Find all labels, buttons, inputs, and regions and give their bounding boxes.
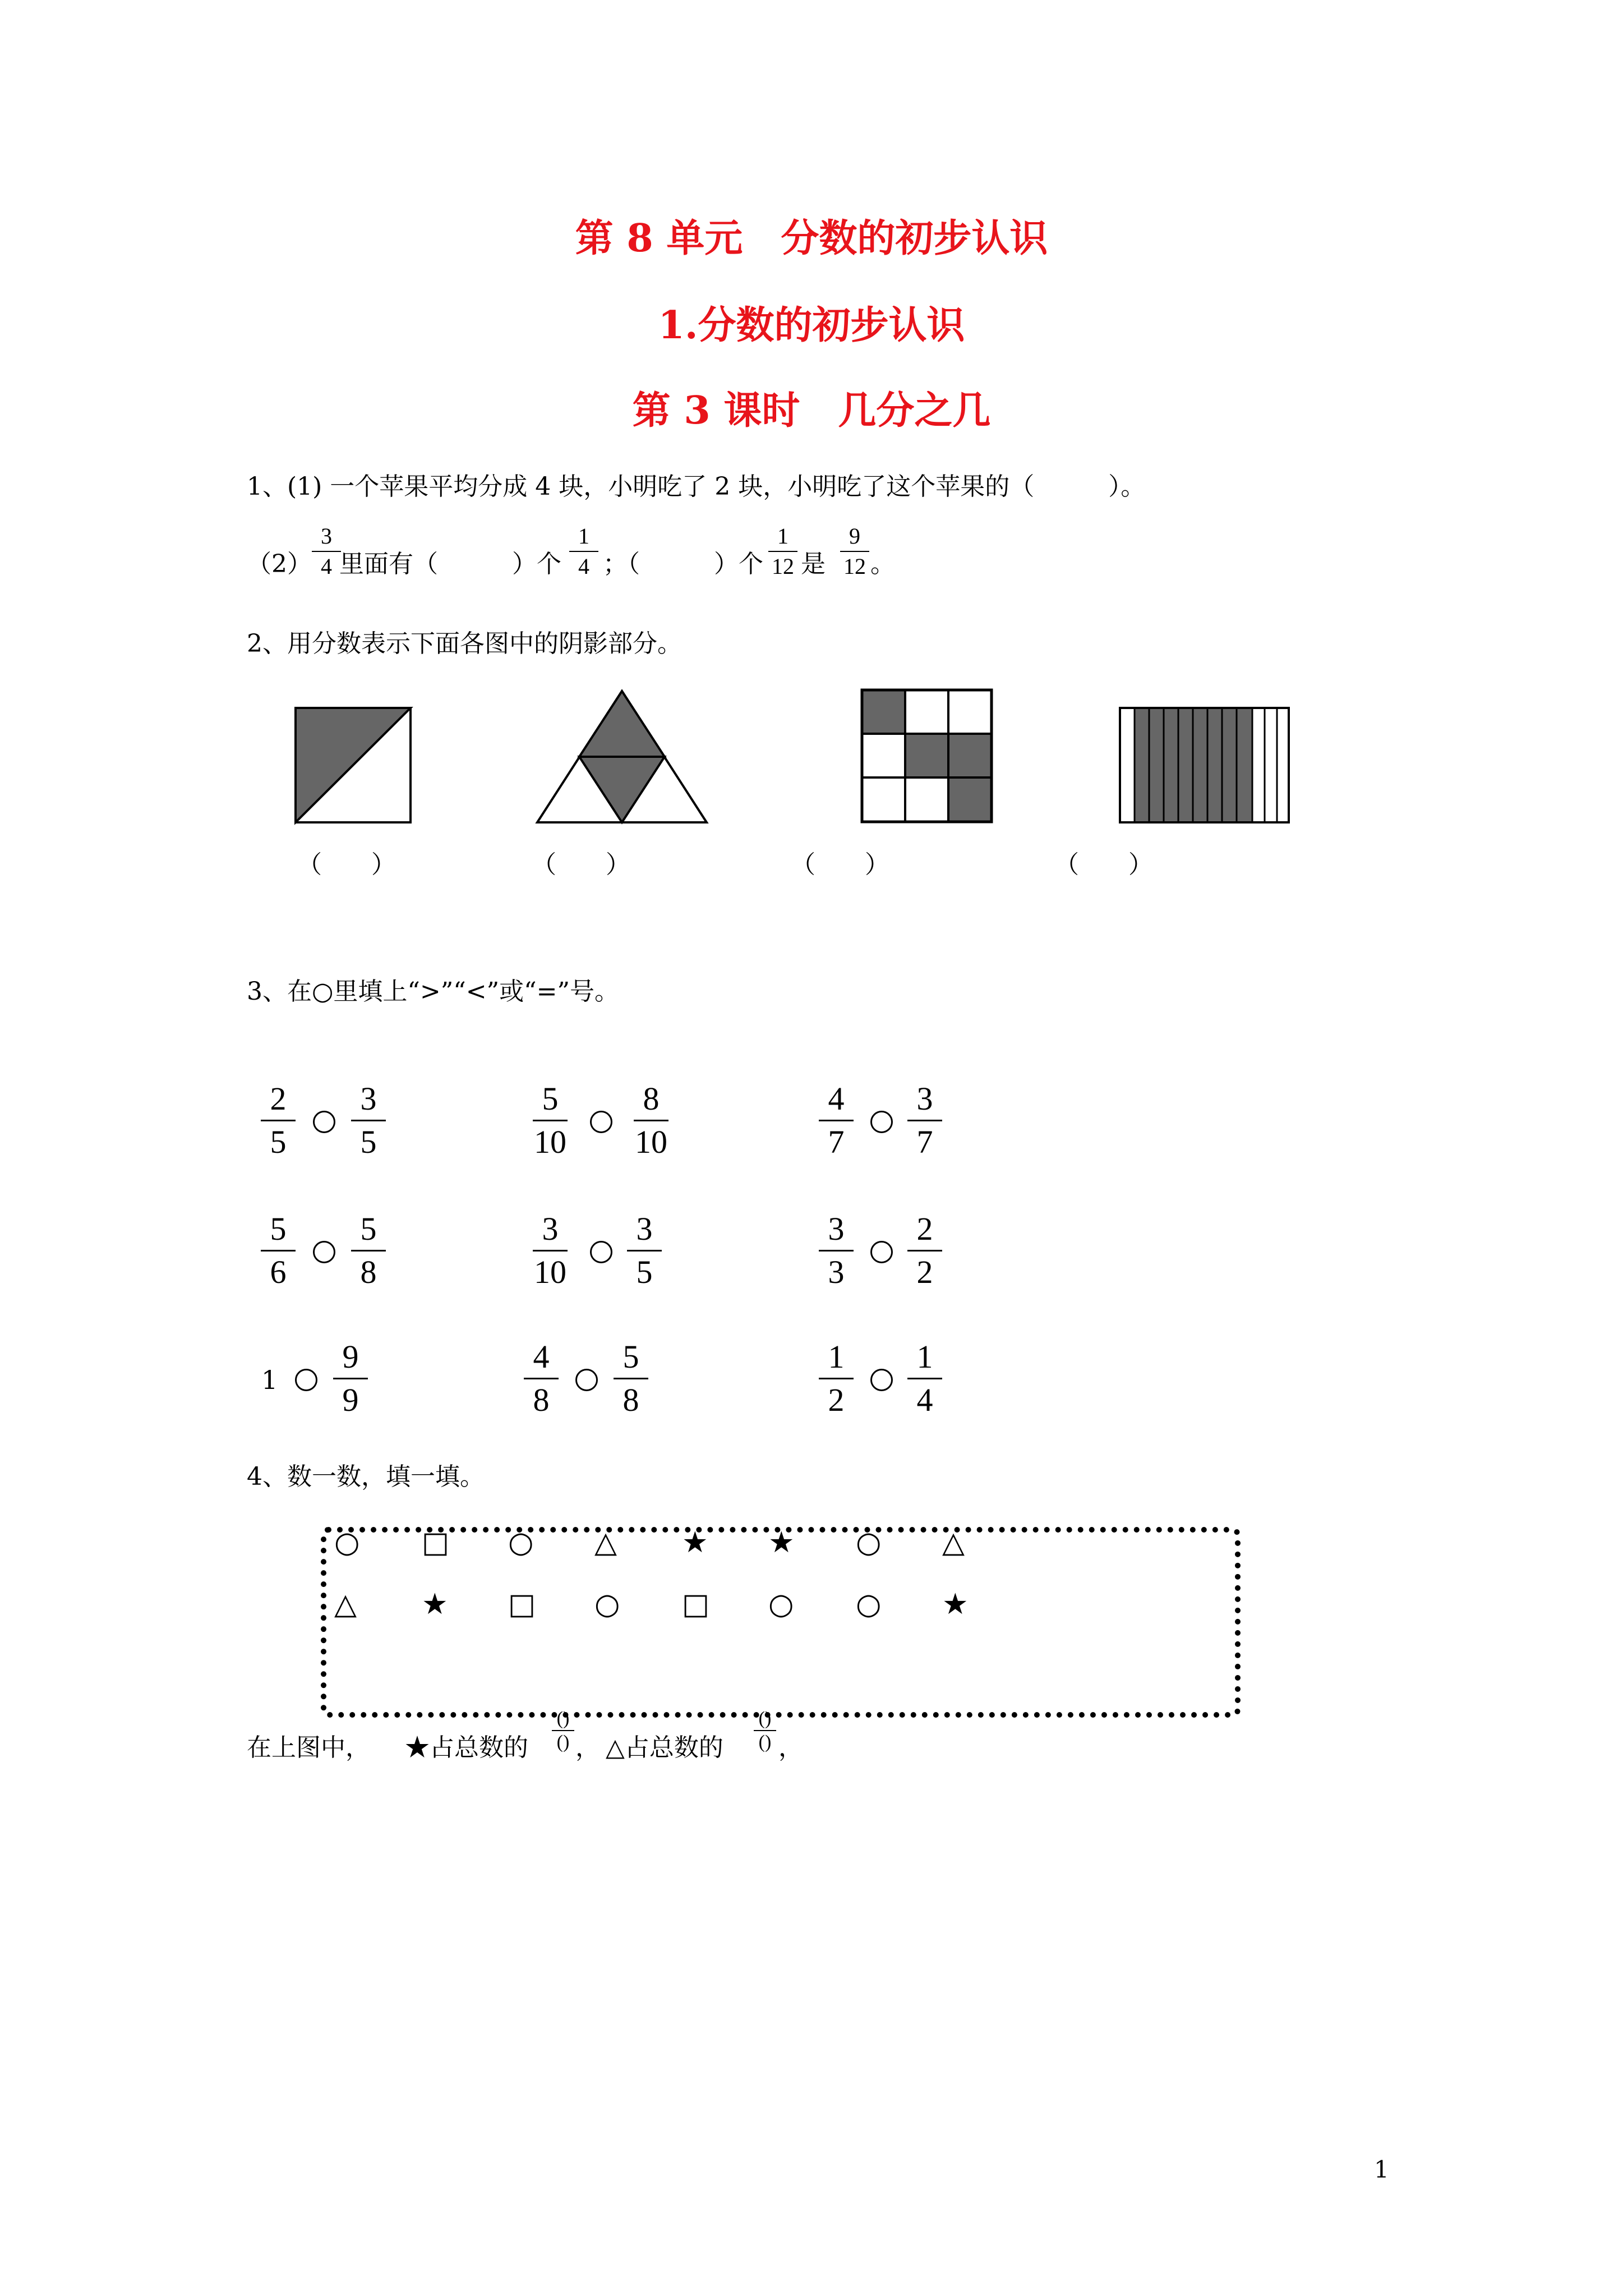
fraction-bar: [552, 1730, 574, 1731]
fraction-bar: [533, 1250, 568, 1251]
q3-r1c2-right: [634, 1082, 668, 1159]
denominator: 8: [533, 1382, 550, 1418]
fraction-bar: [261, 1120, 296, 1121]
fraction-bar: [351, 1120, 386, 1121]
fraction-bar: [524, 1378, 559, 1379]
q4-row2-shape-4: ○: [594, 1588, 620, 1621]
q4-row2-shape-6: ○: [768, 1588, 794, 1621]
denominator: 12: [772, 554, 794, 579]
denominator: 2: [916, 1254, 933, 1290]
q1-text-a: 里面有（ ）个: [339, 550, 561, 578]
section-title: 1.分数的初步认识: [658, 303, 965, 348]
page-number: 1: [1374, 2156, 1389, 2183]
numerator-blank[interactable]: (): [556, 1708, 570, 1729]
q4-row1-shape-8: △: [942, 1526, 965, 1559]
q2-prompt: 2、用分数表示下面各图中的阴影部分。: [247, 629, 682, 658]
fraction-bar: [907, 1250, 942, 1251]
q3-r1c1-right: [351, 1082, 386, 1159]
q3-r2c2-compare-circle[interactable]: [590, 1241, 612, 1263]
numerator: 5: [542, 1080, 559, 1117]
lesson-title: 第 3 课时 几分之几: [632, 388, 991, 433]
figure-grid: [862, 690, 992, 822]
q3-r1c2-left: [533, 1082, 568, 1159]
denominator: 4: [321, 554, 332, 579]
q3-r2c1-compare-circle[interactable]: [313, 1241, 335, 1263]
fraction-bar: [627, 1250, 662, 1251]
q4-star-fraction-blank[interactable]: [552, 1709, 574, 1752]
numerator: 3: [360, 1080, 377, 1117]
q4-triangle-text: △占总数的: [606, 1733, 723, 1762]
q4-row1-shape-7: ○: [856, 1526, 882, 1559]
fraction-bar: [907, 1120, 942, 1121]
denominator: 7: [916, 1124, 933, 1160]
numerator: 1: [578, 523, 589, 549]
q4-row1-shape-4: △: [594, 1526, 617, 1559]
q3-r2c3-right: [907, 1212, 942, 1290]
q3-r3c1-compare-circle[interactable]: [295, 1369, 317, 1391]
numerator: 9: [849, 523, 860, 549]
q3-r3c3-compare-circle[interactable]: [870, 1369, 893, 1391]
q4-row1-shape-6: ★: [768, 1526, 795, 1559]
q3-r3c3-left: [819, 1340, 854, 1418]
q1-text-c: 是: [801, 550, 826, 578]
numerator: 9: [342, 1338, 359, 1375]
denominator: 4: [578, 554, 589, 579]
q1-part1: 1、(1) 一个苹果平均分成 4 块，小明吃了 2 块，小明吃了这个苹果的（ ）。: [247, 472, 1146, 501]
q4-prompt: 4、数一数，填一填。: [247, 1462, 485, 1491]
fraction-bar: [333, 1378, 368, 1379]
q4-row2-shape-3: □: [508, 1588, 536, 1621]
q4-row1-shape-5: ★: [682, 1526, 708, 1559]
numerator: 3: [321, 523, 332, 549]
denominator: 5: [360, 1124, 377, 1160]
numerator: 5: [360, 1211, 377, 1247]
figure-triangle: [537, 691, 707, 822]
numerator: 8: [643, 1080, 660, 1117]
denominator: 10: [534, 1254, 566, 1290]
denominator-blank[interactable]: (): [758, 1732, 772, 1752]
numerator: 4: [828, 1080, 845, 1117]
numerator: 3: [542, 1211, 559, 1247]
fraction-bar: [351, 1250, 386, 1251]
fraction-bar: [754, 1730, 776, 1731]
denominator: 7: [828, 1124, 845, 1160]
q3-prompt: 3、在○里填上“>”“<”或“=”号。: [247, 977, 619, 1006]
denominator: 10: [635, 1124, 667, 1160]
q1-text-d: 。: [870, 550, 895, 578]
q3-r2c2-right: [627, 1212, 662, 1290]
unit-title: 第 8 单元 分数的初步认识: [575, 216, 1048, 261]
figure-stripes: [1120, 708, 1289, 822]
denominator: 5: [636, 1254, 653, 1290]
q3-r3c2-right: [614, 1340, 648, 1418]
fraction-bar: [261, 1250, 296, 1251]
numerator: 1: [828, 1338, 845, 1375]
numerator: 1: [916, 1338, 933, 1375]
denominator-blank[interactable]: (): [556, 1732, 570, 1752]
denominator: 12: [843, 554, 866, 579]
q4-row2-shape-1: △: [334, 1588, 357, 1621]
fraction-bar: [819, 1250, 854, 1251]
numerator: 2: [916, 1211, 933, 1247]
q4-row1-shape-2: □: [422, 1526, 450, 1559]
q2-answer-4[interactable]: （ ）: [1054, 850, 1153, 879]
numerator: 4: [533, 1338, 550, 1375]
q3-r1c3-compare-circle[interactable]: [870, 1111, 893, 1133]
q3-r2c2-left: [533, 1212, 568, 1290]
denominator: 4: [916, 1382, 933, 1418]
q3-r1c3-right: [907, 1082, 942, 1159]
q3-r2c3-left: [819, 1212, 854, 1290]
q4-answer-prefix: 在上图中，: [247, 1733, 370, 1762]
q3-r2c1-left: [261, 1212, 296, 1290]
q3-r1c2-compare-circle[interactable]: [590, 1111, 612, 1133]
q4-star-text: ★占总数的: [405, 1733, 528, 1762]
numerator: 3: [828, 1211, 845, 1247]
q4-comma-1: ，: [575, 1733, 600, 1762]
fraction-bar: [614, 1378, 648, 1379]
q3-r1c1-compare-circle[interactable]: [313, 1111, 335, 1133]
q4-row2-shape-8: ★: [942, 1588, 969, 1621]
q4-row2-shape-5: □: [682, 1588, 710, 1621]
numerator: 3: [636, 1211, 653, 1247]
denominator: 8: [623, 1382, 639, 1418]
fraction-bar: [819, 1378, 854, 1379]
q1-text-b: ；（ ）个: [603, 550, 763, 578]
fraction-bar: [533, 1120, 568, 1121]
fraction-bar: [907, 1378, 942, 1379]
q3-r2c3-compare-circle[interactable]: [870, 1241, 893, 1263]
denominator: 9: [342, 1382, 359, 1418]
numerator: 3: [916, 1080, 933, 1117]
numerator: 1: [777, 523, 789, 549]
numerator-blank[interactable]: (): [758, 1708, 772, 1729]
q1-part2-prefix: （2）: [247, 550, 312, 578]
q3-r1c1-left: [261, 1082, 296, 1159]
q2-figures: [0, 0, 1623, 841]
numerator: 5: [270, 1211, 287, 1247]
q3-r3c1-whole: 1: [261, 1365, 278, 1395]
denominator: 3: [828, 1254, 845, 1290]
q3-r2c1-right: [351, 1212, 386, 1290]
q4-row2-shape-2: ★: [422, 1588, 448, 1621]
q4-triangle-fraction-blank[interactable]: [754, 1709, 776, 1752]
denominator: 8: [360, 1254, 377, 1290]
numerator: 5: [623, 1338, 639, 1375]
fraction-bar: [634, 1120, 668, 1121]
q2-answer-3[interactable]: （ ）: [791, 850, 889, 879]
q4-row1-shape-1: ○: [334, 1526, 360, 1559]
figure-square-diagonal: [296, 708, 411, 822]
fraction-bar: [819, 1120, 854, 1121]
q2-answer-1[interactable]: （ ）: [297, 850, 396, 879]
denominator: 6: [270, 1254, 287, 1290]
q4-row1-shape-3: ○: [508, 1526, 534, 1559]
q3-r3c2-compare-circle[interactable]: [575, 1369, 598, 1391]
q4-row2-shape-7: ○: [856, 1588, 882, 1621]
q2-answer-2[interactable]: （ ）: [532, 850, 630, 879]
q3-r3c2-left: [524, 1340, 559, 1418]
q3-r1c3-left: [819, 1082, 854, 1159]
denominator: 10: [534, 1124, 566, 1160]
denominator: 2: [828, 1382, 845, 1418]
numerator: 2: [270, 1080, 287, 1117]
q3-r3c1-right: [333, 1340, 368, 1418]
q4-comma-2: ，: [778, 1733, 803, 1762]
denominator: 5: [270, 1124, 287, 1160]
q3-r3c3-right: [907, 1340, 942, 1418]
